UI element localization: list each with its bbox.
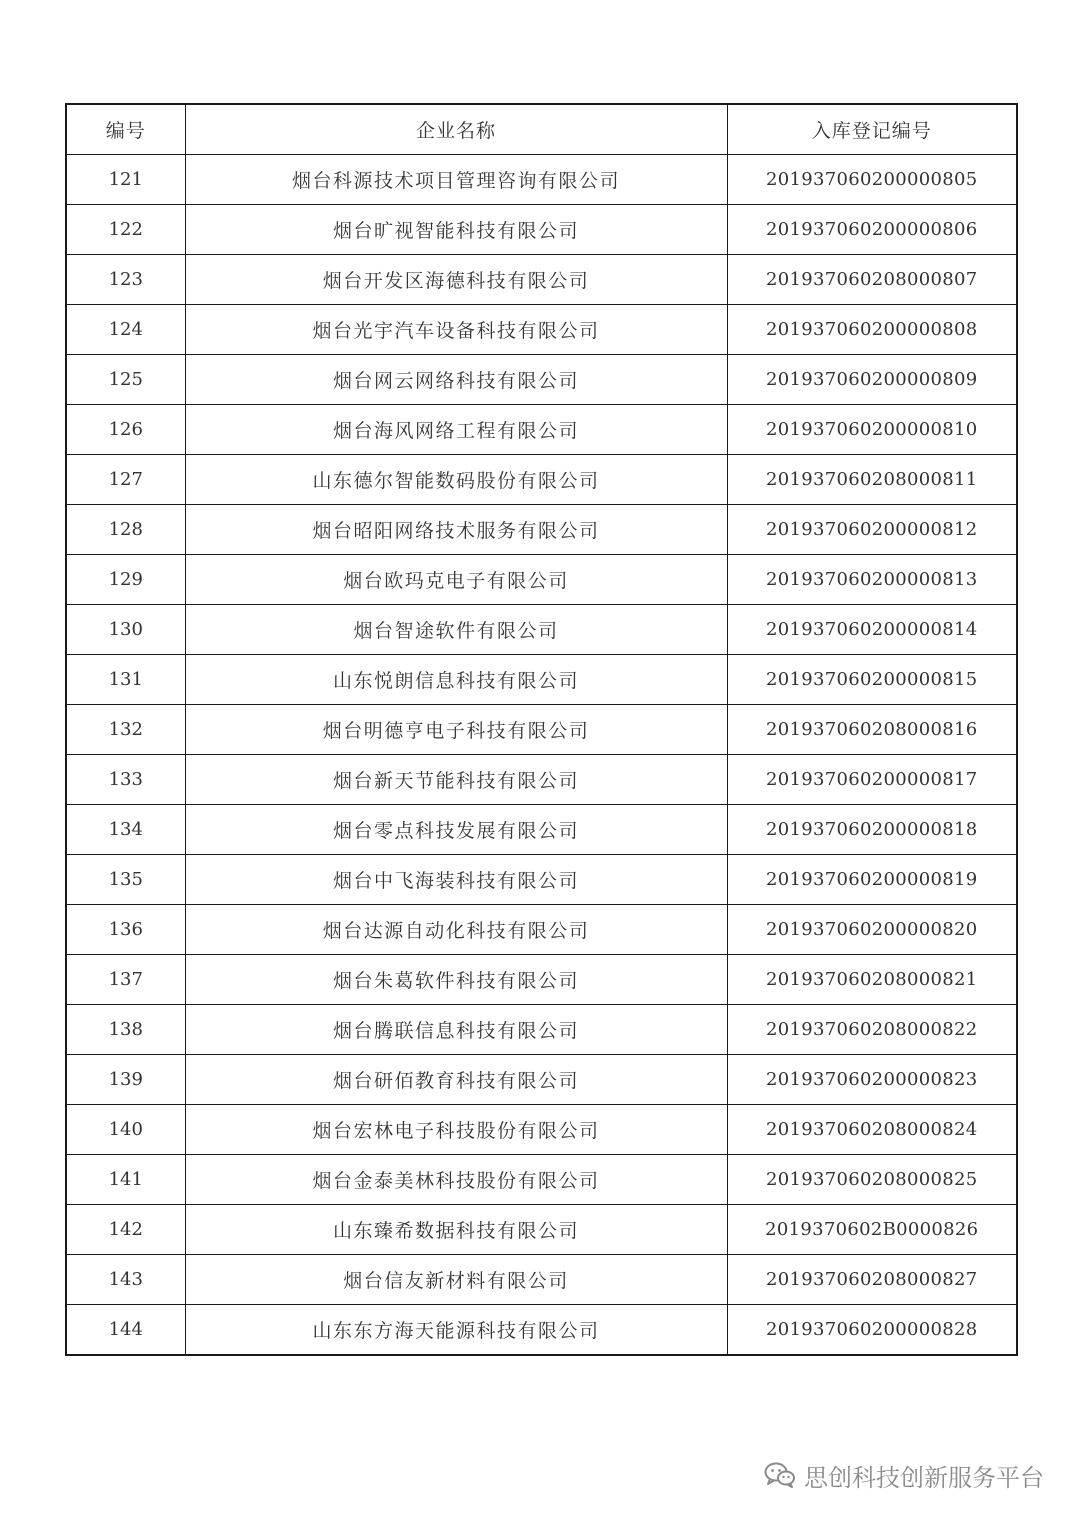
cell-registration-number: 201937060208000807 (727, 255, 1017, 305)
table-header-row (66, 104, 1017, 155)
cell-number: 144 (66, 1305, 185, 1356)
wechat-watermark (764, 1460, 1044, 1490)
table-row (66, 605, 1017, 655)
cell-registration-number: 201937060200000812 (727, 505, 1017, 555)
table-row (66, 505, 1017, 555)
cell-registration-number: 201937060200000806 (727, 205, 1017, 255)
cell-number: 137 (66, 955, 185, 1005)
cell-company-name: 烟台智途软件有限公司 (185, 605, 727, 655)
cell-number: 135 (66, 855, 185, 905)
cell-company-name: 山东臻希数据科技有限公司 (185, 1205, 727, 1255)
cell-number: 129 (66, 555, 185, 605)
cell-company-name: 烟台海风网络工程有限公司 (185, 405, 727, 455)
cell-number: 123 (66, 255, 185, 305)
cell-number: 143 (66, 1255, 185, 1305)
cell-registration-number: 201937060208000821 (727, 955, 1017, 1005)
enterprise-table (65, 103, 1018, 1356)
cell-company-name: 山东东方海天能源科技有限公司 (185, 1305, 727, 1356)
cell-registration-number: 201937060200000808 (727, 305, 1017, 355)
cell-registration-number: 2019370602B0000826 (727, 1205, 1017, 1255)
cell-registration-number: 201937060208000822 (727, 1005, 1017, 1055)
cell-registration-number: 201937060200000813 (727, 555, 1017, 605)
cell-number: 122 (66, 205, 185, 255)
table-row (66, 305, 1017, 355)
cell-registration-number: 201937060208000811 (727, 455, 1017, 505)
cell-company-name: 烟台研佰教育科技有限公司 (185, 1055, 727, 1105)
table-row (66, 455, 1017, 505)
table-row (66, 205, 1017, 255)
cell-company-name: 烟台开发区海德科技有限公司 (185, 255, 727, 305)
cell-company-name: 烟台达源自动化科技有限公司 (185, 905, 727, 955)
cell-registration-number: 201937060200000815 (727, 655, 1017, 705)
cell-registration-number: 201937060208000824 (727, 1105, 1017, 1155)
cell-number: 132 (66, 705, 185, 755)
cell-company-name: 烟台明德亨电子科技有限公司 (185, 705, 727, 755)
cell-number: 139 (66, 1055, 185, 1105)
header-company-name: 企业名称 (185, 104, 727, 155)
cell-company-name: 烟台昭阳网络技术服务有限公司 (185, 505, 727, 555)
cell-company-name: 烟台网云网络科技有限公司 (185, 355, 727, 405)
table-row (66, 805, 1017, 855)
table-row (66, 1155, 1017, 1205)
cell-registration-number: 201937060200000818 (727, 805, 1017, 855)
table-row (66, 555, 1017, 605)
cell-registration-number: 201937060200000820 (727, 905, 1017, 955)
table-row (66, 1205, 1017, 1255)
cell-company-name: 山东德尔智能数码股份有限公司 (185, 455, 727, 505)
table-row (66, 1005, 1017, 1055)
cell-registration-number: 201937060200000817 (727, 755, 1017, 805)
cell-company-name: 烟台中飞海装科技有限公司 (185, 855, 727, 905)
table-row (66, 1055, 1017, 1105)
table-row (66, 855, 1017, 905)
table-row (66, 255, 1017, 305)
cell-number: 141 (66, 1155, 185, 1205)
cell-company-name: 烟台金泰美林科技股份有限公司 (185, 1155, 727, 1205)
cell-number: 133 (66, 755, 185, 805)
cell-number: 136 (66, 905, 185, 955)
table-row (66, 705, 1017, 755)
table-row (66, 405, 1017, 455)
cell-number: 127 (66, 455, 185, 505)
cell-registration-number: 201937060200000814 (727, 605, 1017, 655)
cell-number: 128 (66, 505, 185, 555)
table-row (66, 905, 1017, 955)
cell-number: 134 (66, 805, 185, 855)
cell-company-name: 烟台旷视智能科技有限公司 (185, 205, 727, 255)
table-row (66, 755, 1017, 805)
table-row (66, 1105, 1017, 1155)
cell-registration-number: 201937060200000828 (727, 1305, 1017, 1356)
watermark-text: 思创科技创新服务平台 (804, 1463, 1044, 1492)
cell-company-name: 烟台朱葛软件科技有限公司 (185, 955, 727, 1005)
table-body (66, 155, 1017, 1356)
cell-number: 130 (66, 605, 185, 655)
cell-company-name: 烟台宏林电子科技股份有限公司 (185, 1105, 727, 1155)
cell-number: 138 (66, 1005, 185, 1055)
cell-registration-number: 201937060208000816 (727, 705, 1017, 755)
cell-company-name: 山东悦朗信息科技有限公司 (185, 655, 727, 705)
cell-registration-number: 201937060208000827 (727, 1255, 1017, 1305)
cell-number: 140 (66, 1105, 185, 1155)
cell-registration-number: 201937060200000823 (727, 1055, 1017, 1105)
cell-number: 124 (66, 305, 185, 355)
cell-registration-number: 201937060200000819 (727, 855, 1017, 905)
cell-registration-number: 201937060208000825 (727, 1155, 1017, 1205)
header-number: 编号 (66, 104, 185, 155)
cell-registration-number: 201937060200000810 (727, 405, 1017, 455)
cell-registration-number: 201937060200000809 (727, 355, 1017, 405)
table-row (66, 1255, 1017, 1305)
cell-company-name: 烟台零点科技发展有限公司 (185, 805, 727, 855)
header-registration-number: 入库登记编号 (727, 104, 1017, 155)
wechat-icon (764, 1462, 796, 1488)
cell-registration-number: 201937060200000805 (727, 155, 1017, 205)
cell-number: 126 (66, 405, 185, 455)
cell-company-name: 烟台新天节能科技有限公司 (185, 755, 727, 805)
cell-company-name: 烟台科源技术项目管理咨询有限公司 (185, 155, 727, 205)
cell-company-name: 烟台欧玛克电子有限公司 (185, 555, 727, 605)
table-row (66, 655, 1017, 705)
cell-company-name: 烟台光宇汽车设备科技有限公司 (185, 305, 727, 355)
cell-company-name: 烟台腾联信息科技有限公司 (185, 1005, 727, 1055)
table-row (66, 155, 1017, 205)
cell-number: 131 (66, 655, 185, 705)
table-row (66, 955, 1017, 1005)
cell-number: 121 (66, 155, 185, 205)
cell-number: 142 (66, 1205, 185, 1255)
cell-company-name: 烟台信友新材料有限公司 (185, 1255, 727, 1305)
cell-number: 125 (66, 355, 185, 405)
table-row (66, 1305, 1017, 1356)
table-row (66, 355, 1017, 405)
